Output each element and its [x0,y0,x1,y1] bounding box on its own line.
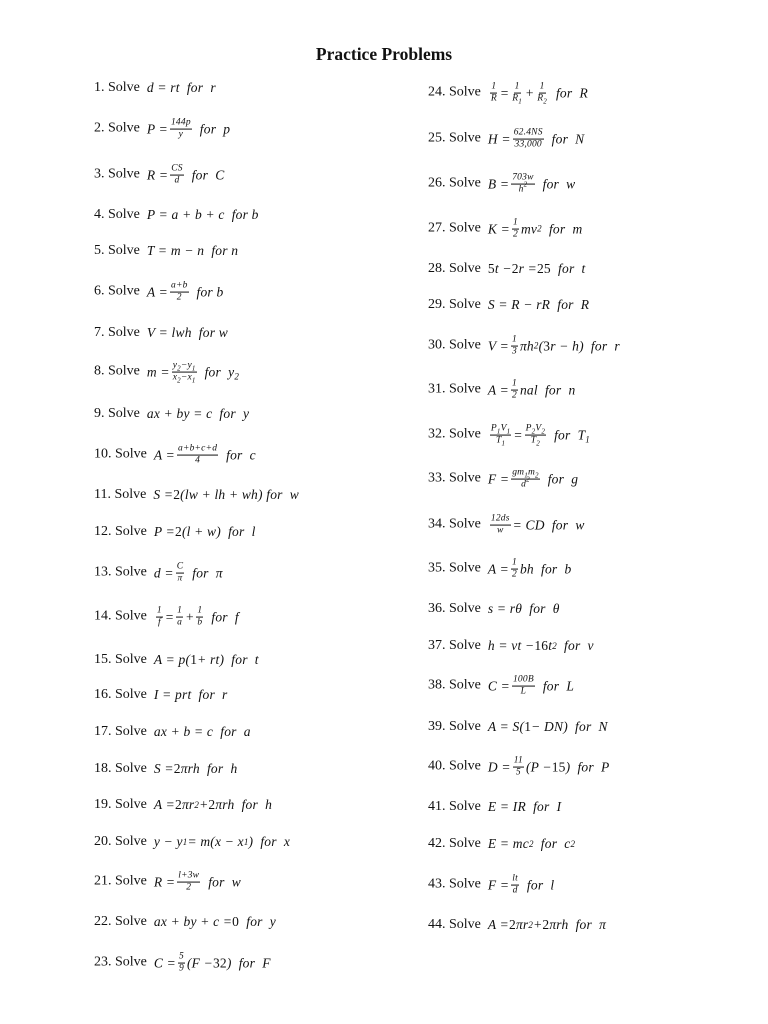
problem-34 [428,514,585,537]
problem-30 [428,335,620,358]
problem-number: 40. Solve [428,759,481,774]
equation: A = $\frac{a+b+c+d}{4}$ for c [153,443,256,466]
equation: s = rθ for θ [487,601,560,617]
problem-7 [94,326,228,340]
problem-number: 27. Solve [428,221,481,236]
problem-2 [94,118,230,141]
equation: T = m − n for n [146,243,239,259]
problem-1 [94,81,216,95]
problem-number: 8. Solve [94,364,140,379]
problem-37 [428,639,594,653]
problem-number: 26. Solve [428,176,481,191]
problem-9 [94,407,249,421]
problem-number: 21. Solve [94,874,147,889]
equation: h = vt − 16 t 2 for v [487,638,594,654]
problem-6 [94,281,223,304]
problem-29 [428,298,589,312]
problem-number: 6. Solve [94,284,140,299]
problem-20 [94,835,290,849]
problem-24 [428,82,588,105]
problem-number: 1. Solve [94,80,140,95]
problem-4 [94,208,259,222]
problem-number: 37. Solve [428,638,481,653]
equation: P = $\frac{144p}{y}$ for p [146,117,231,140]
problem-number: 28. Solve [428,261,481,276]
equation: K = $\frac{1}{2}$ mv 2 for m [487,217,583,240]
problem-number: 14. Solve [94,609,147,624]
equation: S = 2 (lw + lh + wh) for w [153,487,299,503]
problem-number: 23. Solve [94,955,147,970]
equation: A = 2 πr 2 + 2 πrh for h [153,797,273,813]
problem-number: 30. Solve [428,338,481,353]
problem-number: 9. Solve [94,406,140,421]
problem-number: 25. Solve [428,131,481,146]
problem-15 [94,653,259,667]
problem-number: 3. Solve [94,167,140,182]
problem-number: 10. Solve [94,447,147,462]
equation: R = $\frac{CS}{d}$ for C [146,163,225,186]
problem-27 [428,218,582,241]
problem-3 [94,164,224,187]
equation: P = 2 (l + w) for l [153,524,256,540]
equation: P = a + b + c for b [146,207,259,223]
problem-number: 43. Solve [428,877,481,892]
equation: D = $\frac{11}{5}$ (P − 15 ) for P [487,755,610,778]
equation: A = p( 1 + rt) for t [153,652,259,668]
problem-10 [94,444,256,467]
problem-40 [428,756,609,779]
equation: B = $\frac{703w}{h^2}$ for w [487,172,576,195]
problem-number: 13. Solve [94,565,147,580]
equation: V = $\frac{1}{3}$ πh 2 ( 3 r − h) for r [487,334,620,357]
equation: d = $\frac{C}{\pi}$ for π [153,561,223,584]
problem-number: 42. Solve [428,836,481,851]
equation: $\frac{12ds}{w}$ = CD for w [490,513,585,536]
problem-number: 4. Solve [94,207,140,222]
problem-number: 44. Solve [428,917,481,932]
problem-38 [428,675,574,698]
problem-number: 22. Solve [94,914,147,929]
problem-36 [428,602,560,616]
equation: C = $\frac{100B}{L}$ for L [487,674,575,697]
problem-number: 36. Solve [428,601,481,616]
problem-44 [428,918,606,932]
problem-number: 7. Solve [94,325,140,340]
problem-number: 39. Solve [428,719,481,734]
equation: 5 t − 2 r = 25 for t [487,261,586,277]
equation: A = $\frac{1}{2}$ nal for n [487,378,576,401]
problem-number: 33. Solve [428,471,481,486]
equation: $\frac{P_1V_1}{T_1}$ = $\frac{P_2V_2}{T_2}$ for $T_1$ [490,423,590,448]
problem-number: 41. Solve [428,799,481,814]
problem-31 [428,379,575,402]
problem-13 [94,562,223,585]
problem-number: 16. Solve [94,687,147,702]
problem-33 [428,468,578,491]
problem-number: 29. Solve [428,297,481,312]
equation: A = $\frac{1}{2}$ bh for b [487,557,572,580]
problem-43 [428,874,554,897]
problem-number: 38. Solve [428,678,481,693]
problem-21 [94,871,241,894]
equation: A = 2 πr 2 + 2 πrh for π [487,917,607,933]
equation: V = lwh for w [146,325,228,341]
equation: ax + by + c = 0 for y [153,914,276,930]
problem-42 [428,837,575,851]
equation: d = rt for r [146,80,216,96]
problem-number: 35. Solve [428,561,481,576]
equation: E = IR for I [487,799,562,815]
equation: ax + b = c for a [153,724,251,740]
equation: H = $\frac{62.4NS}{33,000}$ for N [487,127,585,150]
problem-8 [94,361,239,384]
equation: E = mc 2 for c 2 [487,836,576,852]
equation: A = $\frac{a+b}{2}$ for b [146,280,224,303]
problem-number: 11. Solve [94,487,147,502]
problem-11 [94,488,299,502]
equation: F = $\frac{lt}{d}$ for l [487,873,555,896]
problem-number: 34. Solve [428,517,481,532]
equation: ax + by = c for y [146,406,250,422]
page-title: Practice Problems [315,44,453,64]
problem-39 [428,720,608,734]
equation: R = $\frac{l+3w}{2}$ for w [153,870,241,893]
equation: S = 2 πrh for h [153,761,238,777]
problem-25 [428,128,584,151]
equation: $\frac{1}{f}$ = $\frac{1}{a}$ + $\frac{1}{b}$ for f [156,605,239,628]
equation: S = R − rR for R [487,297,590,313]
problem-23 [94,952,271,975]
problem-16 [94,688,228,702]
problem-number: 24. Solve [428,85,481,100]
equation: C = $\frac{5}{9}$ (F − 32 ) for F [153,951,271,974]
problem-number: 5. Solve [94,243,140,258]
problem-number: 31. Solve [428,382,481,397]
problem-22 [94,915,276,929]
problem-28 [428,262,586,276]
equation: m = $\frac{y_2-y_1}{x_2-x_1}$ for $y_2$ [146,360,240,385]
problem-number: 15. Solve [94,652,147,667]
problem-19 [94,798,272,812]
equation: F = $\frac{gm_1m_2}{d^2}$ for g [487,467,579,490]
problem-12 [94,525,256,539]
equation: y − y 1 = m(x − x 1 ) for x [153,834,291,850]
left-column [94,0,454,1024]
equation: I = prt for r [153,687,228,703]
right-column [428,0,768,1024]
problem-14 [94,606,239,629]
problem-5 [94,244,238,258]
equation: $\frac{1}{R}$ = $\frac{1}{R_1}$ + $\frac{1}{R_2}$ for R [490,81,588,106]
problem-number: 12. Solve [94,524,147,539]
problem-number: 18. Solve [94,761,147,776]
problem-18 [94,762,237,776]
problem-32 [428,424,590,447]
problem-number: 20. Solve [94,834,147,849]
problem-number: 17. Solve [94,724,147,739]
problem-41 [428,800,561,814]
problem-26 [428,173,575,196]
equation: A = S( 1 − DN) for N [487,719,608,735]
problem-number: 19. Solve [94,797,147,812]
problem-number: 2. Solve [94,121,140,136]
problem-number: 32. Solve [428,427,481,442]
problem-17 [94,725,251,739]
problem-35 [428,558,571,581]
